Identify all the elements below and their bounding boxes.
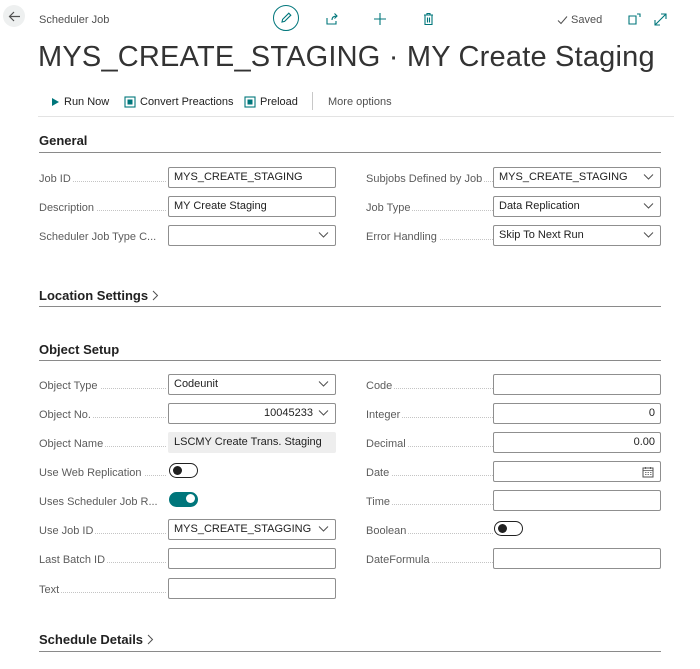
text-field[interactable] xyxy=(168,578,336,599)
uses-scheduler-job-label: Uses Scheduler Job R... xyxy=(39,496,158,508)
preload-label: Preload xyxy=(260,96,298,108)
chevron-down-icon xyxy=(643,171,654,182)
action-divider xyxy=(312,92,313,110)
job-id-field[interactable]: MYS_CREATE_STAGING xyxy=(168,167,336,188)
code-field[interactable] xyxy=(493,374,661,395)
job-type-select[interactable]: Data Replication xyxy=(493,196,661,217)
description-label: Description xyxy=(39,202,166,214)
breadcrumb: Scheduler Job xyxy=(39,14,110,26)
play-icon xyxy=(51,97,60,107)
more-options-label: More options xyxy=(328,96,392,108)
chevron-right-icon xyxy=(146,634,154,645)
boolean-toggle[interactable] xyxy=(494,521,523,536)
section-general-title: General xyxy=(39,133,88,148)
object-no-label: Object No. xyxy=(39,409,166,421)
preload-button[interactable] xyxy=(244,96,298,108)
last-batch-id-field[interactable] xyxy=(168,548,336,569)
integer-label: Integer xyxy=(366,409,493,421)
scheduler-job-type-code-select[interactable] xyxy=(168,225,336,246)
boolean-label: Boolean xyxy=(366,525,493,537)
error-handling-select[interactable]: Skip To Next Run xyxy=(493,225,661,246)
chevron-down-icon xyxy=(318,523,329,534)
object-name-field: LSCMY Create Trans. Staging xyxy=(168,432,336,453)
job-id-label: Job ID xyxy=(39,173,166,185)
scheduler-job-type-code-label: Scheduler Job Type C... xyxy=(39,231,157,243)
chevron-right-icon xyxy=(151,290,159,301)
expand-icon xyxy=(654,13,667,26)
decimal-field[interactable]: 0.00 xyxy=(493,432,661,453)
edit-button[interactable] xyxy=(273,5,299,31)
open-new-window-button[interactable] xyxy=(626,11,642,27)
section-object-setup-title: Object Setup xyxy=(39,342,120,357)
chevron-down-icon xyxy=(318,378,329,389)
subjobs-label: Subjobs Defined by Job xyxy=(366,173,493,185)
convert-preactions-label: Convert Preactions xyxy=(140,96,234,108)
convert-preactions-button[interactable] xyxy=(124,96,234,108)
page-title: MYS_CREATE_STAGING · MY Create Staging xyxy=(38,41,655,73)
object-no-select[interactable]: 10045233 xyxy=(168,403,336,424)
new-button[interactable] xyxy=(371,10,389,28)
back-arrow-icon xyxy=(8,10,21,23)
chevron-down-icon xyxy=(318,407,329,418)
run-now-button[interactable] xyxy=(51,96,109,108)
code-label: Code xyxy=(366,380,493,392)
uses-scheduler-job-toggle[interactable] xyxy=(169,492,198,507)
more-options-button[interactable] xyxy=(328,96,392,108)
run-now-label: Run Now xyxy=(64,96,110,108)
saved-label: Saved xyxy=(571,14,603,26)
description-field[interactable]: MY Create Staging xyxy=(168,196,336,217)
error-handling-label: Error Handling xyxy=(366,231,493,243)
chevron-down-icon xyxy=(643,200,654,211)
text-label: Text xyxy=(39,584,166,596)
object-name-label: Object Name xyxy=(39,438,166,450)
saved-status xyxy=(557,14,602,26)
section-general-divider xyxy=(39,152,661,153)
use-job-id-select[interactable]: MYS_CREATE_STAGGING xyxy=(168,519,336,540)
use-web-replication-toggle[interactable] xyxy=(169,463,198,478)
time-field[interactable] xyxy=(493,490,661,511)
calendar-icon[interactable] xyxy=(642,466,654,478)
schedule-details-divider xyxy=(39,651,661,652)
object-type-label: Object Type xyxy=(39,380,166,392)
section-object-setup-divider xyxy=(39,360,661,361)
subjobs-select[interactable]: MYS_CREATE_STAGING xyxy=(493,167,661,188)
dateformula-field[interactable] xyxy=(493,548,661,569)
location-settings-divider xyxy=(39,306,661,307)
saved-check-icon xyxy=(557,15,568,25)
dateformula-label: DateFormula xyxy=(366,554,493,566)
date-field[interactable] xyxy=(493,461,661,482)
job-type-label: Job Type xyxy=(366,202,493,214)
schedule-details-header[interactable] xyxy=(39,632,154,647)
chevron-down-icon xyxy=(318,229,329,240)
action-bar xyxy=(38,88,674,117)
use-job-id-label: Use Job ID xyxy=(39,525,166,537)
last-batch-id-label: Last Batch ID xyxy=(39,554,166,566)
integer-field[interactable]: 0 xyxy=(493,403,661,424)
delete-button[interactable] xyxy=(419,10,437,28)
date-label: Date xyxy=(366,467,493,479)
use-web-replication-label: Use Web Replication xyxy=(39,467,166,479)
schedule-details-title: Schedule Details xyxy=(39,632,144,647)
time-label: Time xyxy=(366,496,493,508)
expand-button[interactable] xyxy=(652,11,668,27)
delete-icon xyxy=(422,12,435,26)
preload-icon xyxy=(244,96,256,108)
edit-pencil-icon xyxy=(279,11,293,25)
location-settings-header[interactable] xyxy=(39,288,159,303)
location-settings-title: Location Settings xyxy=(39,288,149,303)
chevron-down-icon xyxy=(643,229,654,240)
decimal-label: Decimal xyxy=(366,438,493,450)
share-button[interactable] xyxy=(323,10,341,28)
object-type-select[interactable]: Codeunit xyxy=(168,374,336,395)
open-new-window-icon xyxy=(628,13,641,26)
share-icon xyxy=(325,12,339,26)
add-icon xyxy=(373,12,387,26)
convert-icon xyxy=(124,96,136,108)
back-button[interactable] xyxy=(3,5,25,27)
